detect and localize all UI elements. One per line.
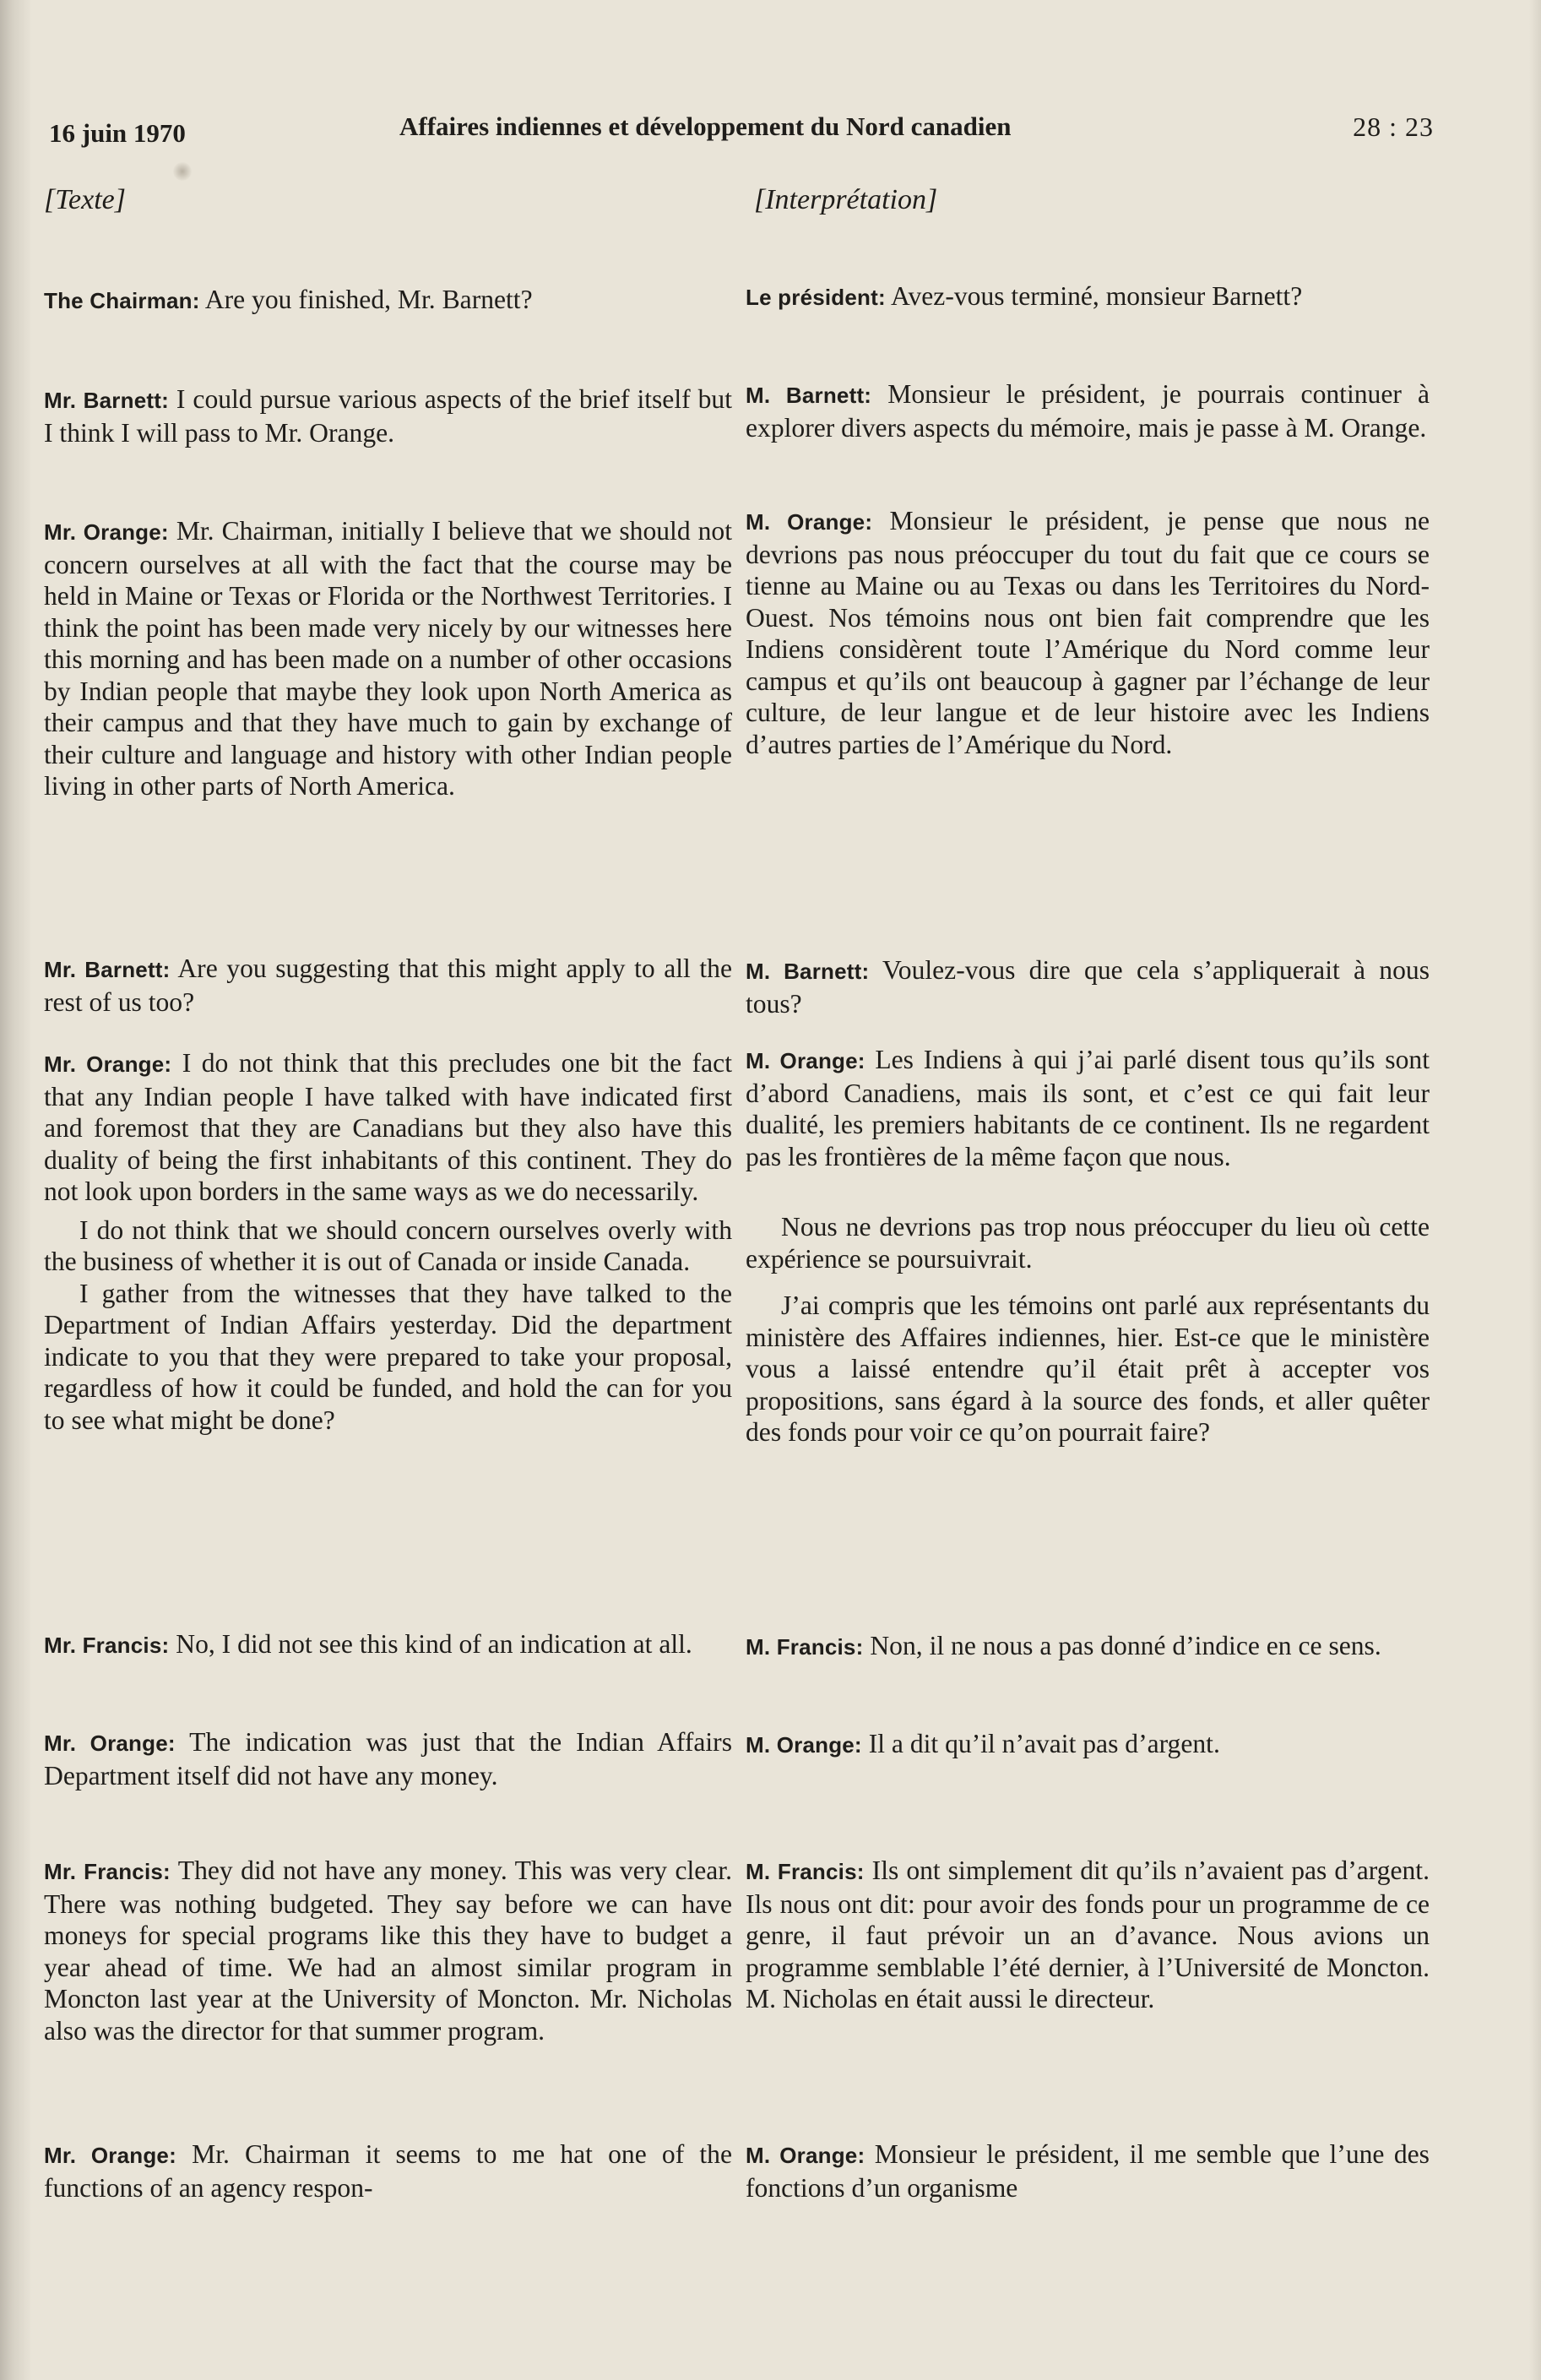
speech-entry [44,515,732,802]
speech-text: Avez-vous terminé, monsieur Barnett? [891,281,1303,311]
header-date: 16 juin 1970 [49,118,186,148]
speech-entry [746,2138,1430,2203]
speaker-name: M. Orange: [746,1732,862,1758]
speech-entry [44,1855,732,2046]
speech-text: Monsieur le président, je pourrais continuer à explorer divers aspects du mémoire, mais je passe à M. Orange. [746,379,1430,443]
paragraph: Nous ne devrions pas trop nous préoccuper du lieu où cette expérience se poursuivrait. [746,1212,1430,1274]
speaker-name: M. Barnett: [746,383,872,408]
speaker-name: The Chairman: [44,288,200,313]
speech-entry [44,2138,732,2203]
speaker-name: M. Orange: [746,509,873,535]
speech-text: Les Indiens à qui j’ai parlé disent tous qu’ils sont d’abord Canadiens, mais ils sont, et c’est ce qui fait leur dualité, les premiers habitants de ce continent. Ils ne regardent pas les frontières de la même façon que nous. [746,1045,1430,1171]
speaker-name: Le président: [746,285,886,310]
speech-entry [44,1628,732,1662]
speaker-name: Mr. Francis: [44,1859,171,1884]
speech-entry [746,954,1430,1019]
column-label-interpretation: [Interprétation] [754,184,938,215]
ink-smudge [173,162,192,181]
speaker-name: M. Barnett: [746,959,870,984]
speaker-name: M. Francis: [746,1634,864,1660]
paragraph: J’ai compris que les témoins ont parlé aux représentants du ministère des Affaires indiennes, hier. Est-ce que le ministère vous a laissé entendre qu’il était prêt à accepter vos propositions, sans égard à la source des fonds, et aller quêter des fonds pour voir ce qu’on pourrait faire? [746,1291,1430,1447]
speech-text: Monsieur le président, il me semble que l’une des fonctions d’un organisme [746,2139,1430,2203]
speech-text: Voulez-vous dire que cela s’appliquerait à nous tous? [746,955,1430,1019]
speaker-name: M. Orange: [746,1048,865,1073]
speaker-name: Mr. Barnett: [44,388,169,413]
speech-text: Non, il ne nous a pas donné d’indice en ce sens. [870,1631,1381,1660]
page-binding-shadow [0,0,32,2380]
speech-text: Mr. Chairman it seems to me hat one of the functions of an agency respon- [44,2139,732,2203]
header-page-number: 28 : 23 [1353,111,1434,142]
speaker-name: M. Orange: [746,2143,865,2168]
speaker-name: Mr. Orange: [44,1731,176,1756]
speech-entry [746,280,1430,314]
speech-entry [44,1047,732,1436]
paragraph: I do not think that we should concern ourselves overly with the business of whether it is out of Canada or inside Canada. [44,1214,732,1276]
speaker-name: Mr. Orange: [44,1051,172,1077]
running-header [49,111,1434,154]
speech-text: Ils ont simplement dit qu’ils n’avaient pas d’argent. Ils nous ont dit: pour avoir des fonds pour un programme de ce genre, il faut prévoir un an d’avance. Nous avions un programme semblable l’été dernier, à l’Université de Moncton. M. Nicholas en était aussi le directeur. [746,1856,1430,2013]
speech-entry [746,1728,1430,1762]
speaker-name: Mr. Barnett: [44,957,171,982]
page-edge [1529,0,1541,2380]
speaker-name: Mr. Orange: [44,2143,176,2168]
paragraph: I gather from the witnesses that they have talked to the Department of Indian Affairs yesterday. Did the department indicate to you that they were prepared to take your proposal, regardless of how it could be funded, and hold the can for you to see what might be done? [44,1278,732,1435]
speech-text: The indication was just that the Indian Affairs Department itself did not have any money. [44,1727,732,1790]
speech-entry [746,1630,1430,1664]
speech-text: Mr. Chairman, initially I believe that we should not concern ourselves at all with the fact that the course may be held in Maine or Texas or Florida or the Northwest Territories. I think the point has been made very nicely by our witnesses here this morning and has been made on a number of other occasions by Indian people that maybe they look upon North America as their campus and that they have much to gain by exchange of their culture and language and history with other Indian people living in other parts of North America. [44,516,732,801]
speech-text: Monsieur le président, je pense que nous ne devrions pas nous préoccuper du tout du fait que ce cours se tienne au Maine ou au Texas ou dans les Territoires du Nord-Ouest. Nos témoins nous ont bien fait comprendre que les Indiens considèrent toute l’Amérique du Nord comme leur campus et qu’ils ont beaucoup à gagner par l’échange de leur culture, de leur langue et de leur histoire avec les Indiens d’autres parties de l’Amérique du Nord. [746,506,1430,759]
speaker-name: M. Francis: [746,1859,865,1884]
speech-entry [44,953,732,1018]
speech-text: Il a dit qu’il n’avait pas d’argent. [868,1729,1220,1758]
speech-text: They did not have any money. This was very clear. There was nothing budgeted. They say before we can have moneys for special programs like this they have to budget a year ahead of time. We had an almost similar program in Moncton last year at the University of Moncton. Mr. Nicholas also was the director for that summer program. [44,1856,732,2046]
speech-text: No, I did not see this kind of an indication at all. [176,1629,692,1659]
speech-text: I do not think that this precludes one bit the fact that any Indian people I have talked with have indicated first and foremost that they are Canadians but they also have this duality of being the first inhabitants of this continent. They do not look upon borders in the same ways as we do necessarily. [44,1048,732,1206]
speech-entry [746,505,1430,760]
column-label-text: [Texte] [44,184,126,215]
speech-text: Are you finished, Mr. Barnett? [204,285,533,314]
speaker-name: Mr. Orange: [44,519,169,545]
header-title: Affaires indiennes et développement du Nord canadien [399,111,1012,141]
speech-entry [44,284,732,318]
speech-entry [746,1855,1430,2015]
speech-text: Are you suggesting that this might apply to all the rest of us too? [44,954,732,1017]
speaker-name: Mr. Francis: [44,1633,170,1658]
speech-text: I could pursue various aspects of the brief itself but I think I will pass to Mr. Orange. [44,384,732,448]
speech-entry [746,1044,1430,1448]
speech-entry [746,378,1430,443]
speech-entry [44,1726,732,1791]
speech-entry [44,383,732,448]
